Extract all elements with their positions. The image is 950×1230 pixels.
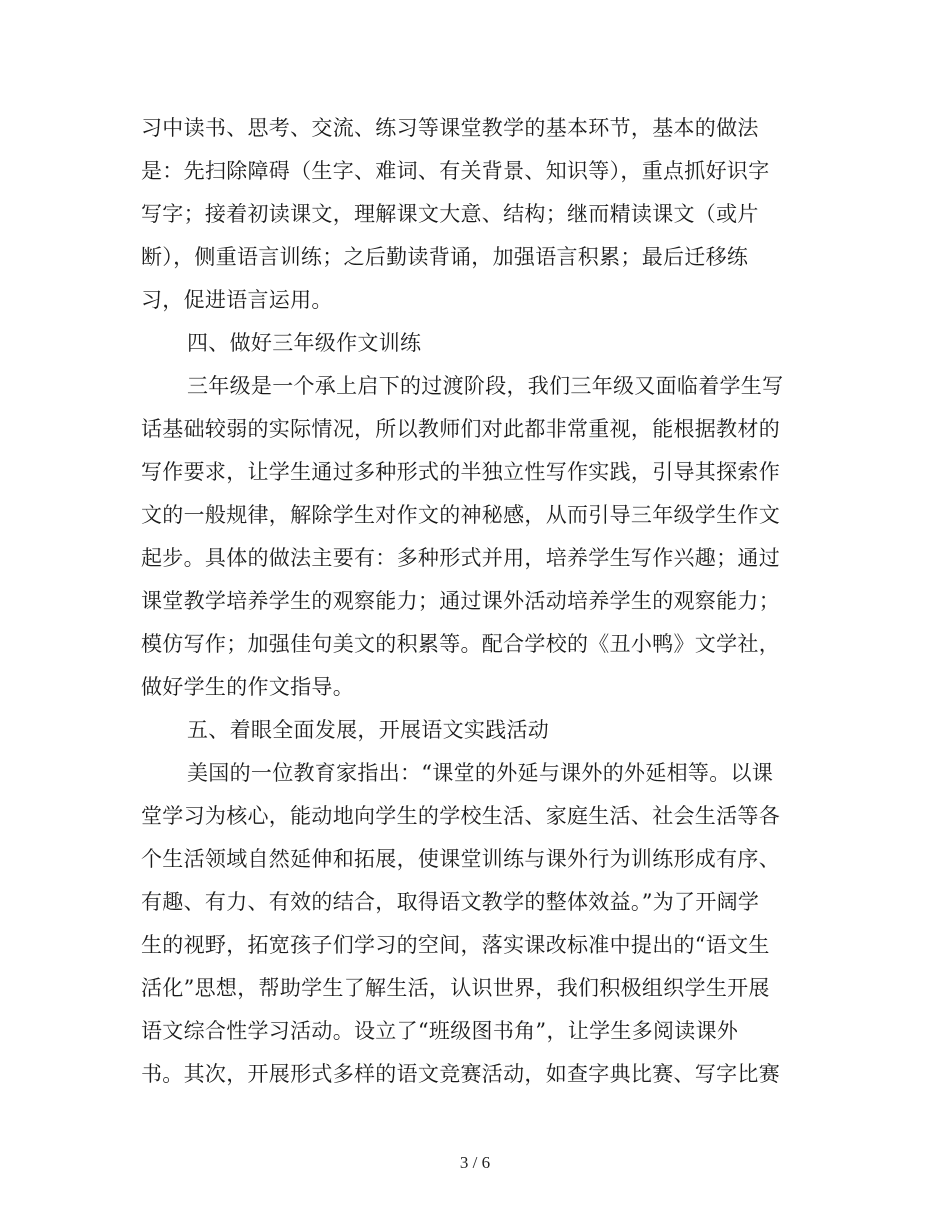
section-heading-5: 五、着眼全面发展，开展语文实践活动	[187, 718, 550, 742]
body-text-line: 写作要求，让学生通过多种形式的半独立性写作实践，引导其探索作	[141, 460, 780, 484]
body-text-line: 断），侧重语言训练；之后勤读背诵，加强语言积累；最后迁移练	[141, 245, 749, 269]
body-text-line: 做好学生的作文指导。	[141, 675, 354, 699]
body-text-line: 美国的一位教育家指出：“课堂的外延与课外的外延相等。以课	[187, 761, 774, 785]
body-text-line: 活化”思想，帮助学生了解生活，认识世界，我们积极组织学生开展	[141, 976, 770, 1000]
body-text-line: 书。其次，开展形式多样的语文竞赛活动，如查字典比赛、写字比赛	[141, 1062, 780, 1086]
body-text-line: 堂学习为核心，能动地向学生的学校生活、家庭生活、社会生活等各	[141, 804, 780, 828]
page-number: 3 / 6	[459, 1153, 491, 1172]
body-text-line: 三年级是一个承上启下的过渡阶段，我们三年级又面临着学生写	[187, 374, 784, 398]
body-text-line: 话基础较弱的实际情况，所以教师们对此都非常重视，能根据教材的	[141, 417, 780, 441]
body-text-line: 写字；接着初读课文，理解课文大意、结构；继而精读课文（或片	[141, 202, 759, 226]
body-text-line: 模仿写作；加强佳句美文的积累等。配合学校的《丑小鸭》文学社，	[141, 632, 780, 656]
body-text-line: 起步。具体的做法主要有：多种形式并用，培养学生写作兴趣；通过	[141, 546, 780, 570]
body-text-line: 文的一般规律，解除学生对作文的神秘感，从而引导三年级学生作文	[141, 503, 780, 527]
section-heading-4: 四、做好三年级作文训练	[187, 331, 422, 355]
body-text-line: 语文综合性学习活动。设立了“班级图书角”，让学生多阅读课外	[141, 1019, 739, 1043]
body-text-line: 是：先扫除障碍（生字、难词、有关背景、知识等），重点抓好识字	[141, 159, 770, 183]
body-text-line: 习，促进语言运用。	[141, 288, 333, 312]
body-text-line: 习中读书、思考、交流、练习等课堂教学的基本环节，基本的做法	[141, 116, 759, 140]
body-text-line: 有趣、有力、有效的结合，取得语文教学的整体效益。”为了开阔学	[141, 890, 760, 914]
body-text-line: 生的视野，拓宽孩子们学习的空间，落实课改标准中提出的“语文生	[141, 933, 770, 957]
body-text-line: 课堂教学培养学生的观察能力；通过课外活动培养学生的观察能力；	[141, 589, 780, 613]
body-text-line: 个生活领域自然延伸和拓展，使课堂训练与课外行为训练形成有序、	[141, 847, 780, 871]
